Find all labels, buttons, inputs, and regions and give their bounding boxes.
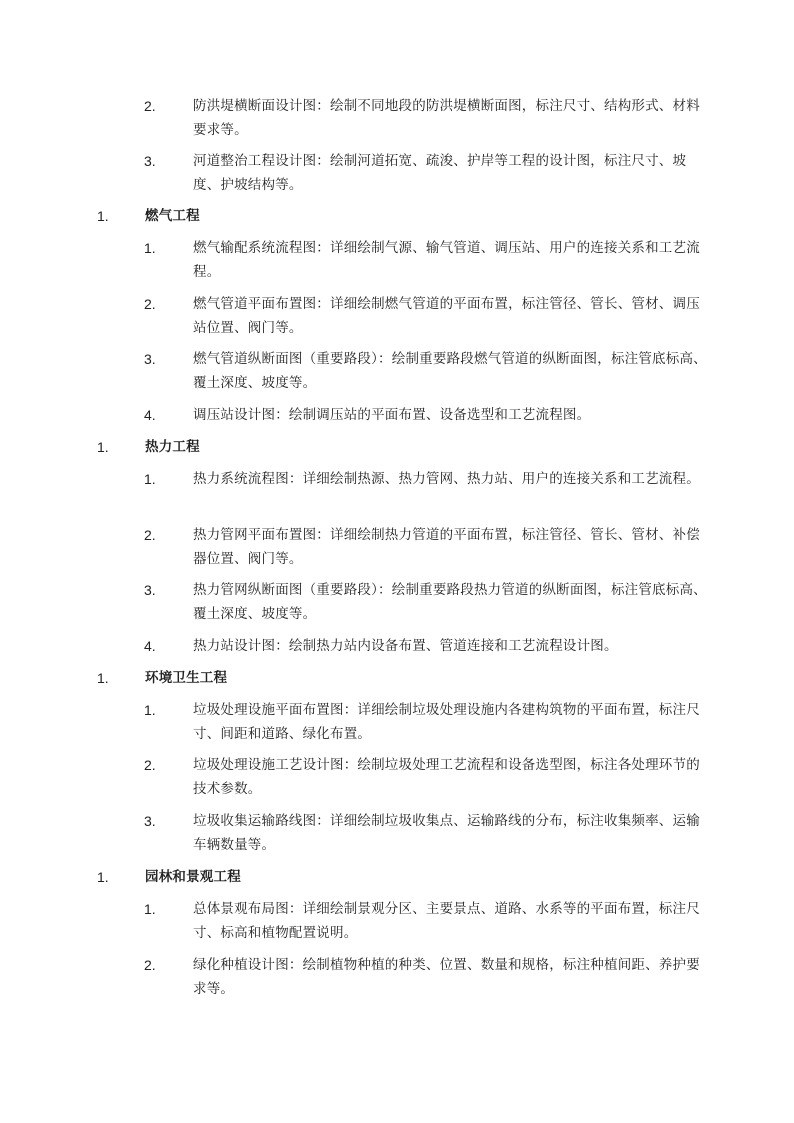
section-number: 1. <box>97 670 109 686</box>
item-number: 2. <box>144 527 156 543</box>
item-text: 绿化种植设计图：绘制植物种植的种类、位置、数量和规格，标注种植间距、养护要求等。 <box>193 957 700 997</box>
item-number: 1. <box>144 901 156 917</box>
item-number: 2. <box>144 757 156 773</box>
item-text: 垃圾处理设施平面布置图：详细绘制垃圾处理设施内各建构筑物的平面布置，标注尺寸、间距和道路、绿化布置。 <box>193 702 700 742</box>
section-title: 园林和景观工程 <box>145 869 241 885</box>
section-number: 1. <box>97 439 109 455</box>
section-number: 1. <box>97 869 109 885</box>
item-number: 3. <box>144 351 156 367</box>
item-number: 2. <box>144 296 156 312</box>
item-text: 燃气管道平面布置图：详细绘制燃气管道的平面布置，标注管径、管长、管材、调压站位置、阀门等。 <box>193 296 700 336</box>
item-text: 调压站设计图：绘制调压站的平面布置、设备选型和工艺流程图。 <box>193 407 591 423</box>
item-number: 1. <box>144 471 156 487</box>
item-number: 1. <box>144 240 156 256</box>
item-number: 4. <box>144 407 156 423</box>
section-number: 1. <box>97 208 109 224</box>
item-text: 热力系统流程图：详细绘制热源、热力管网、热力站、用户的连接关系和工艺流程。 <box>193 471 700 487</box>
section-title: 环境卫生工程 <box>145 670 228 686</box>
item-number: 3. <box>144 153 156 169</box>
item-text: 燃气管道纵断面图（重要路段）：绘制重要路段燃气管道的纵断面图，标注管底标高、覆土深度、坡度等。 <box>193 351 707 391</box>
item-number: 3. <box>144 813 156 829</box>
item-text: 燃气输配系统流程图：详细绘制气源、输气管道、调压站、用户的连接关系和工艺流程。 <box>193 240 700 280</box>
item-text: 防洪堤横断面设计图：绘制不同地段的防洪堤横断面图，标注尺寸、结构形式、材料要求等。 <box>193 98 700 138</box>
item-text: 垃圾处理设施工艺设计图：绘制垃圾处理工艺流程和设备选型图，标注各处理环节的技术参数。 <box>193 757 700 797</box>
item-number: 3. <box>144 582 156 598</box>
item-text: 垃圾收集运输路线图：详细绘制垃圾收集点、运输路线的分布，标注收集频率、运输车辆数量等。 <box>193 813 700 853</box>
item-text: 河道整治工程设计图：绘制河道拓宽、疏浚、护岸等工程的设计图，标注尺寸、坡度、护坡结构等。 <box>193 153 687 193</box>
item-text: 总体景观布局图：详细绘制景观分区、主要景点、道路、水系等的平面布置，标注尺寸、标高和植物配置说明。 <box>193 901 700 941</box>
item-text: 热力站设计图：绘制热力站内设备布置、管道连接和工艺流程设计图。 <box>193 638 618 654</box>
item-text: 热力管网平面布置图：详细绘制热力管道的平面布置，标注管径、管长、管材、补偿器位置、阀门等。 <box>193 527 700 567</box>
item-number: 2. <box>144 957 156 973</box>
item-text: 热力管网纵断面图（重要路段）：绘制重要路段热力管道的纵断面图，标注管底标高、覆土深度、坡度等。 <box>193 582 707 622</box>
section-title: 热力工程 <box>145 439 200 455</box>
item-number: 2. <box>144 98 156 114</box>
item-number: 4. <box>144 638 156 654</box>
section-title: 燃气工程 <box>145 208 200 224</box>
item-number: 1. <box>144 702 156 718</box>
